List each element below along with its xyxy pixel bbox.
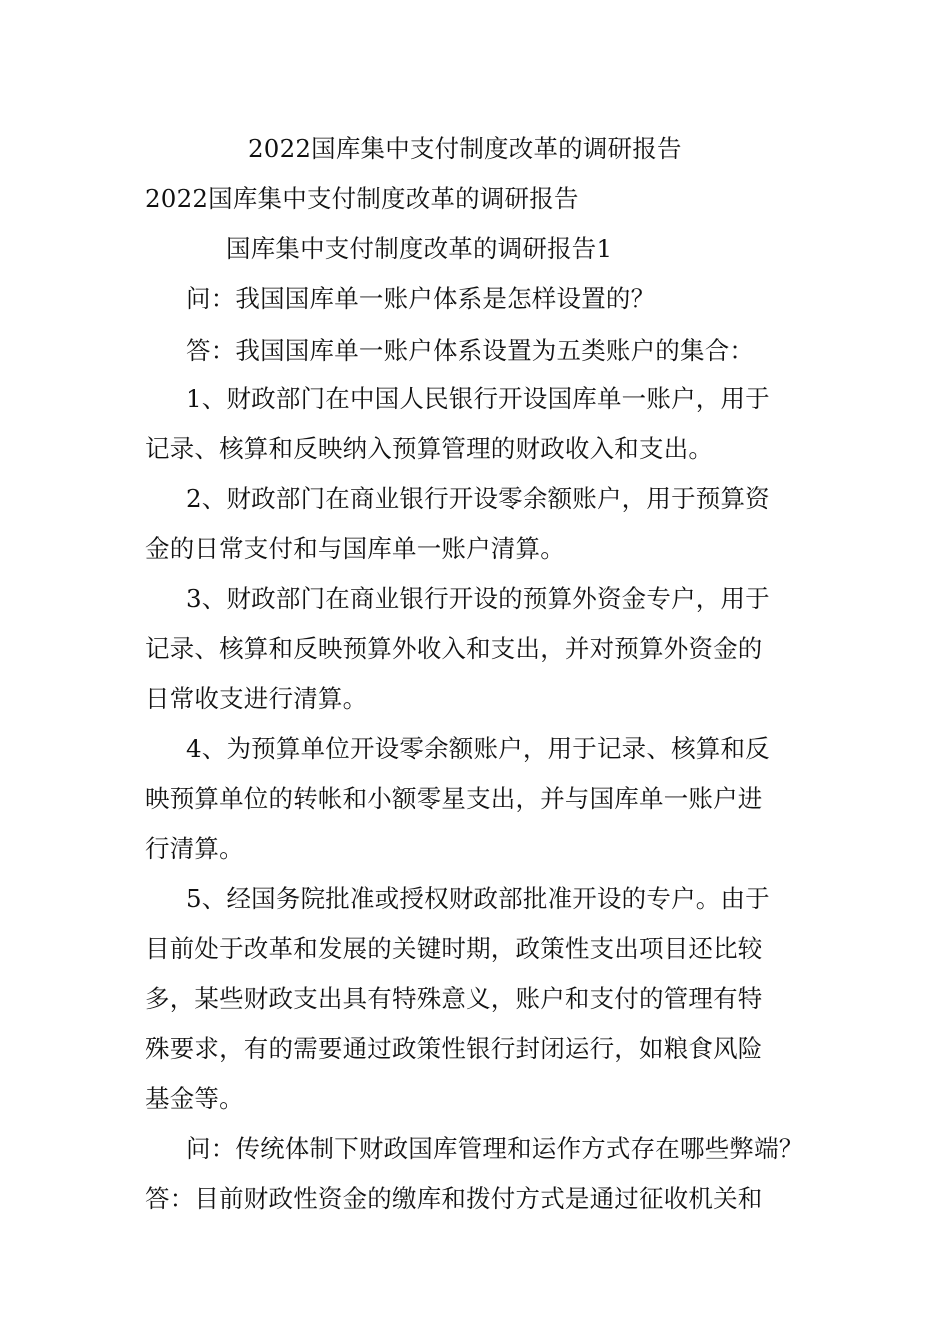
paragraph-line: 2、财政部门在商业银行开设零余额账户，用于预算资 [186, 484, 770, 513]
paragraph-line: 映预算单位的转帐和小额零星支出，并与国库单一账户进 [145, 784, 763, 813]
paragraph-line: 金的日常支付和与国库单一账户清算。 [145, 534, 565, 563]
paragraph-line: 3、财政部门在商业银行开设的预算外资金专户，用于 [186, 584, 770, 613]
paragraph-line: 日常收支进行清算。 [145, 684, 368, 713]
paragraph-line: 多，某些财政支出具有特殊意义，账户和支付的管理有特 [145, 984, 763, 1013]
answer-line: 答：我国国库单一账户体系设置为五类账户的集合： [186, 336, 755, 365]
paragraph-line: 1、财政部门在中国人民银行开设国库单一账户，用于 [186, 384, 770, 413]
paragraph-line: 基金等。 [145, 1084, 244, 1113]
document-subtitle: 2022国库集中支付制度改革的调研报告 [145, 184, 579, 213]
paragraph-line: 殊要求，有的需要通过政策性银行封闭运行，如粮食风险 [145, 1034, 763, 1063]
answer-line: 答：目前财政性资金的缴库和拨付方式是通过征收机关和 [145, 1184, 763, 1213]
section-heading: 国库集中支付制度改革的调研报告1 [226, 234, 613, 263]
question-line: 问：传统体制下财政国库管理和运作方式存在哪些弊端？ [186, 1134, 804, 1163]
question-line: 问：我国国库单一账户体系是怎样设置的？ [186, 284, 656, 313]
paragraph-line: 行清算。 [145, 834, 244, 863]
paragraph-line: 4、为预算单位开设零余额账户，用于记录、核算和反 [186, 734, 770, 763]
paragraph-line: 目前处于改革和发展的关键时期，政策性支出项目还比较 [145, 934, 763, 963]
paragraph-line: 记录、核算和反映预算外收入和支出，并对预算外资金的 [145, 634, 763, 663]
document-title: 2022国库集中支付制度改革的调研报告 [248, 134, 682, 163]
paragraph-line: 记录、核算和反映纳入预算管理的财政收入和支出。 [145, 434, 714, 463]
paragraph-line: 5、经国务院批准或授权财政部批准开设的专户。由于 [186, 884, 770, 913]
